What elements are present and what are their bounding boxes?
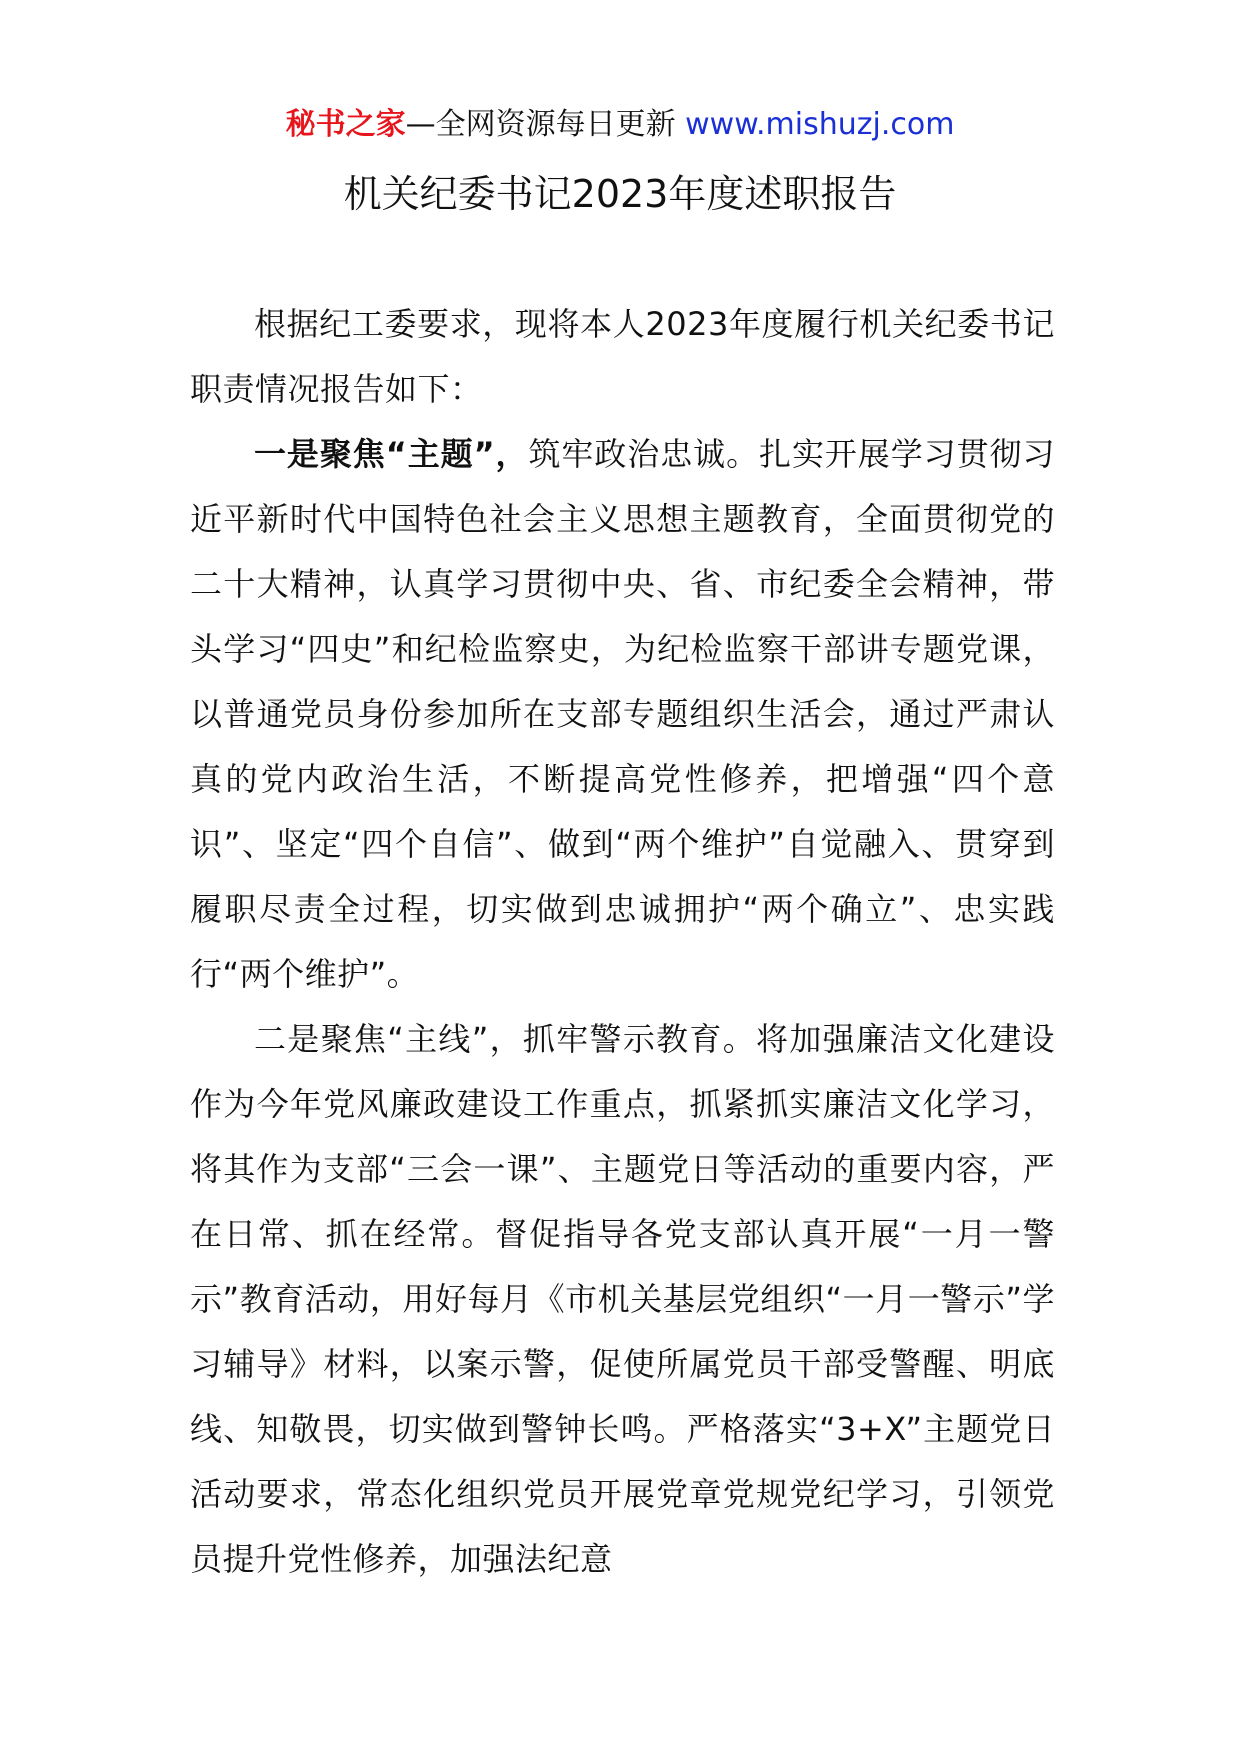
document-body	[190, 292, 1055, 1592]
section-1-lead: 一是聚焦“主题”，	[254, 435, 529, 473]
document-title: 机关纪委书记2023年度述职报告	[343, 172, 897, 216]
watermark-brand: 秘书之家	[285, 107, 406, 142]
section-2-paragraph: 二是聚焦“主线”，抓牢警示教育。将加强廉洁文化建设作为今年党风廉政建设工作重点，抓紧抓实廉洁文化学习，将其作为支部“三会一课”、主题党日等活动的重要内容，严在日常、抓在经常。督促指导各党支部认真开展“一月一警示”教育活动，用好每月《市机关基层党组织“一月一警示”学习辅导》材料，以案示警，促使所属党员干部受警醒、明底线、知敬畏，切实做到警钟长鸣。严格落实“3+X”主题党日活动要求，常态化组织党员开展党章党规党纪学习，引领党员提升党性修养，加强法纪意	[190, 1020, 1055, 1578]
section-1-text: 筑牢政治忠诚。扎实开展学习贯彻习近平新时代中国特色社会主义思想主题教育，全面贯彻党的二十大精神，认真学习贯彻中央、省、市纪委全会精神，带头学习“四史”和纪检监察史，为纪检监察干部讲专题党课，以普通党员身份参加所在支部专题组织生活会，通过严肃认真的党内政治生活，不断提高党性修养，把增强“四个意识”、坚定“四个自信”、做到“两个维护”自觉融入、贯穿到履职尽责全过程，切实做到忠诚拥护“两个确立”、忠实践行“两个维护”。	[190, 435, 1055, 993]
watermark-tagline: —全网资源每日更新	[405, 107, 676, 142]
watermark-url[interactable]: www.mishuzj.com	[685, 107, 955, 142]
watermark-header	[0, 100, 1240, 150]
intro-paragraph: 根据纪工委要求，现将本人2023年度履行机关纪委书记职责情况报告如下：	[190, 305, 1055, 408]
section-1-paragraph	[190, 422, 1055, 1007]
